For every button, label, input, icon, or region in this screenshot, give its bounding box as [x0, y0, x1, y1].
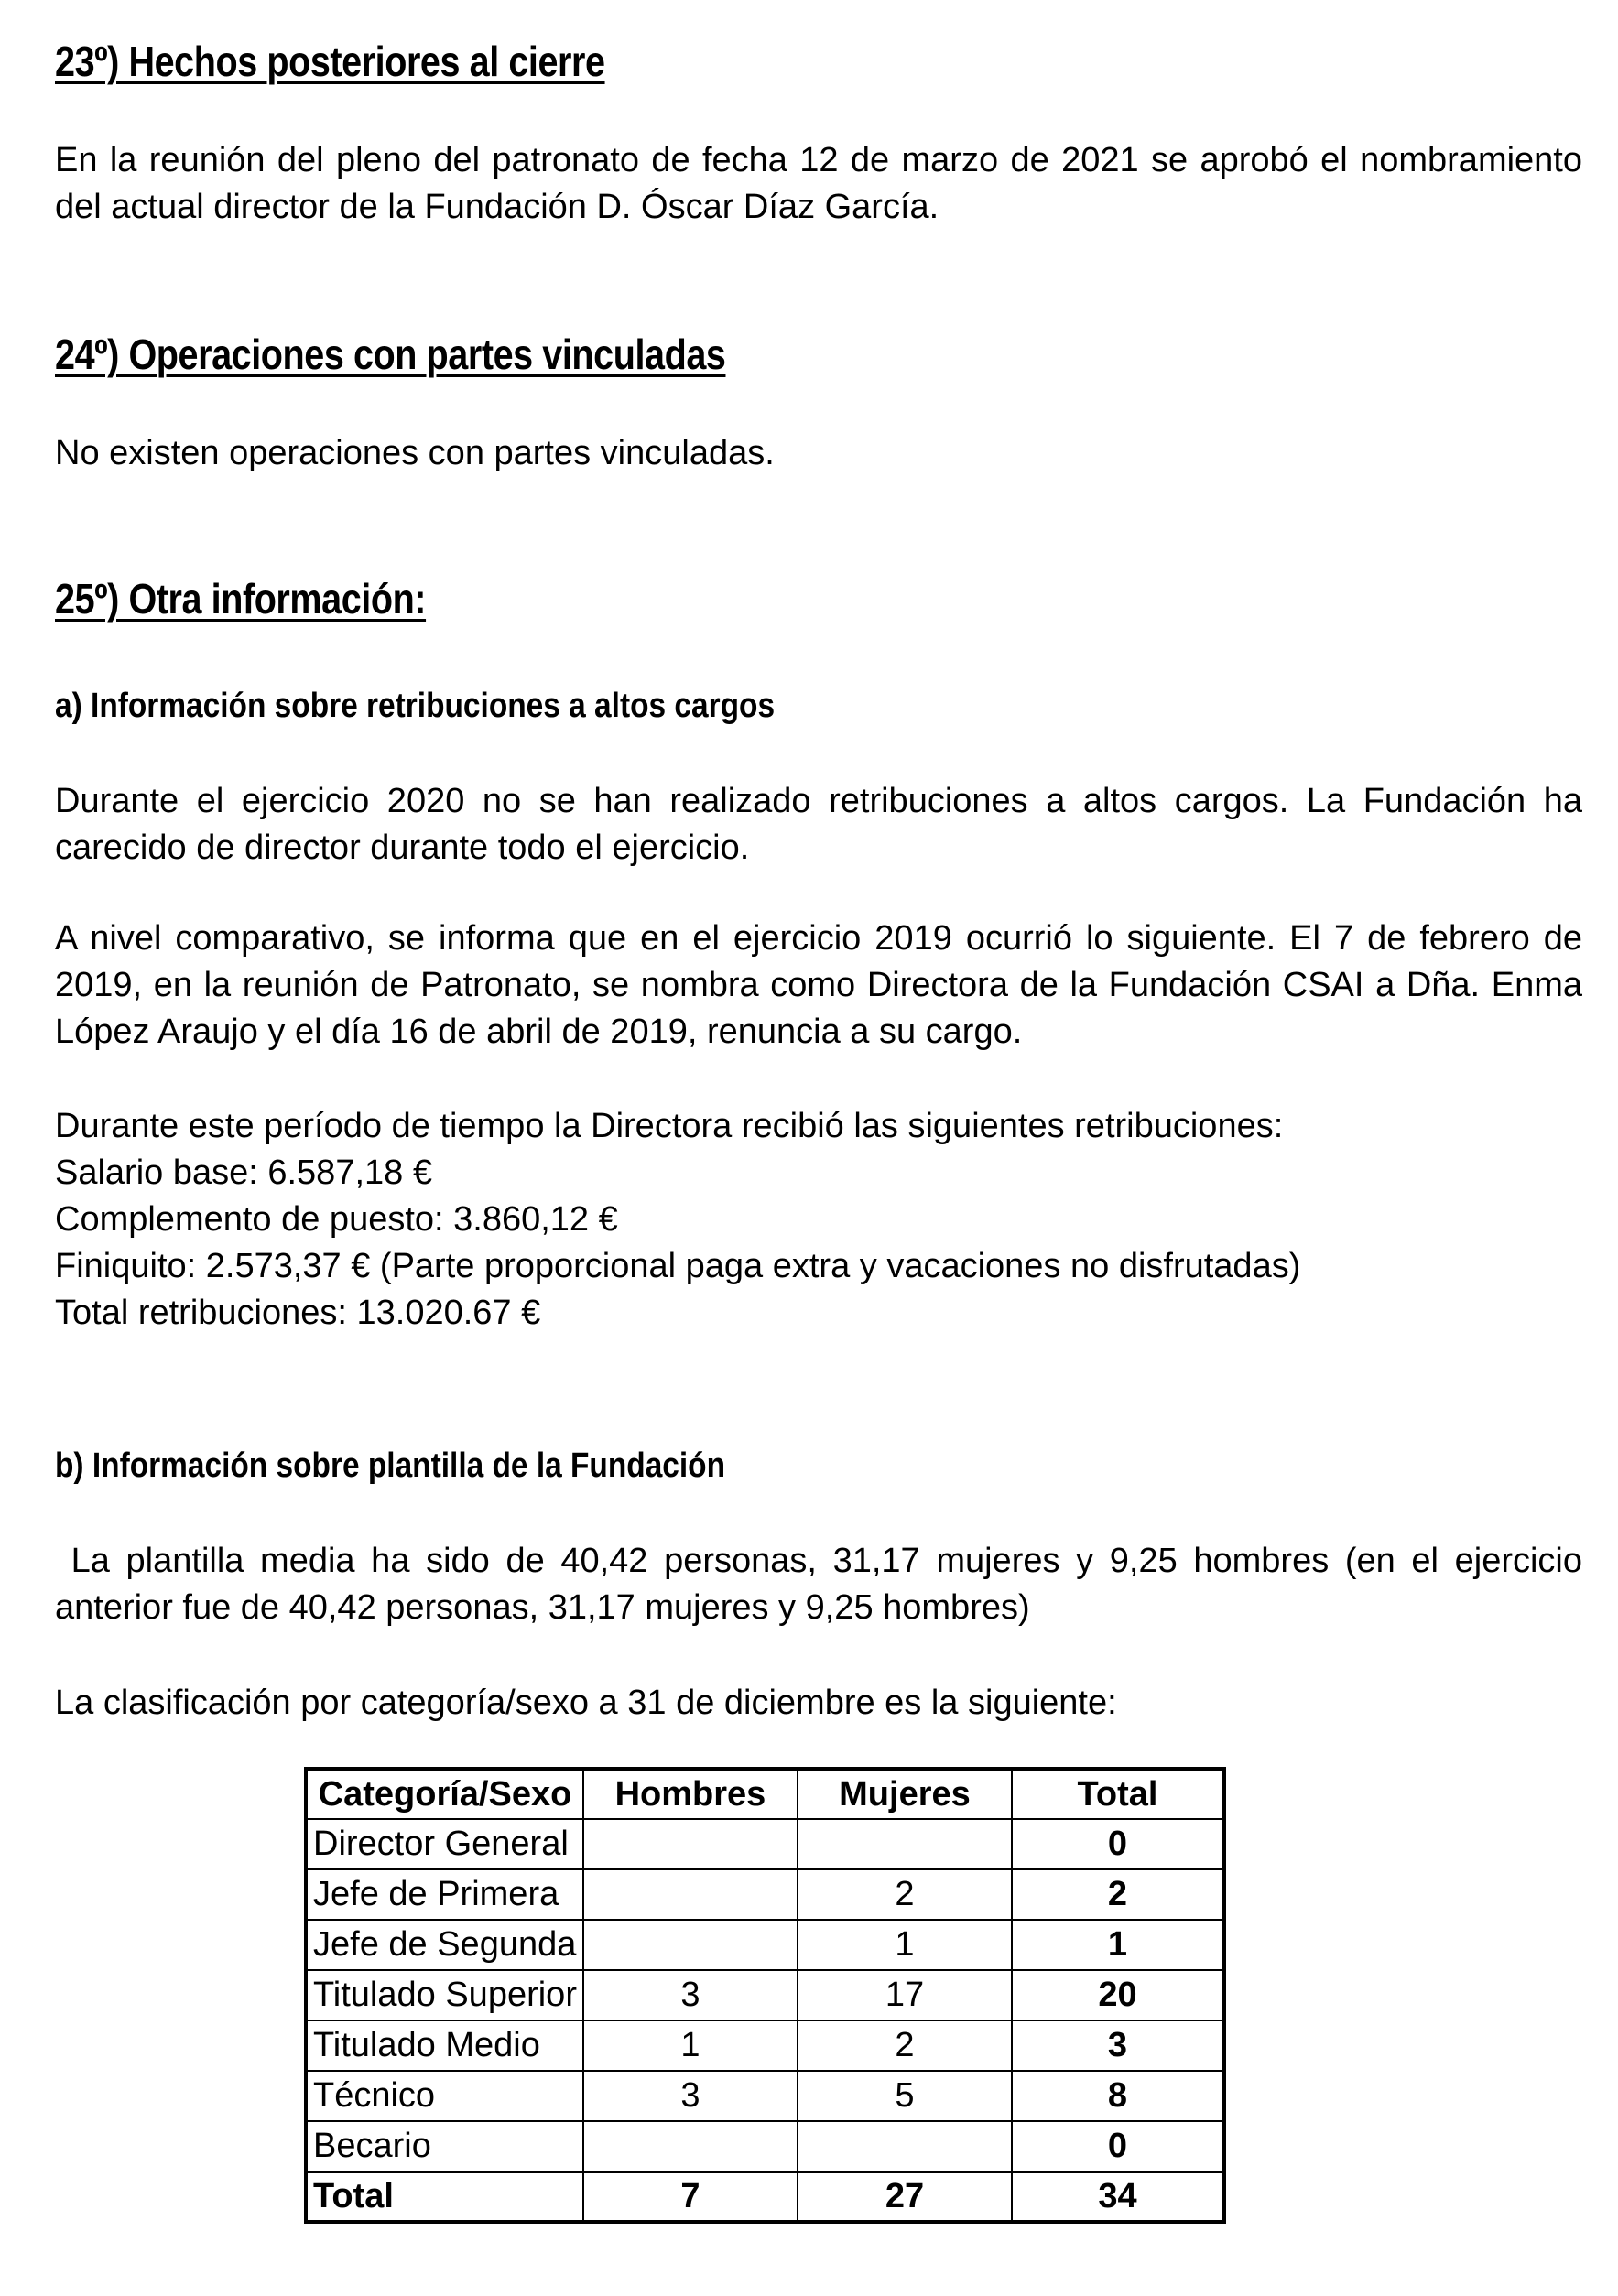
table-row — [306, 1920, 1224, 1970]
row-total: 8 — [1012, 2071, 1224, 2121]
table-row — [306, 2071, 1224, 2121]
total-retribuciones: Total retribuciones: 13.020.67 € — [55, 1294, 541, 1332]
row-hombres: 1 — [583, 2020, 798, 2071]
retribuciones-intro: Durante este período de tiempo la Directora recibió las siguientes retribuciones: — [55, 1107, 1284, 1145]
table-row — [306, 1869, 1224, 1920]
row-mujeres: 17 — [798, 1970, 1012, 2020]
complemento-puesto: Complemento de puesto: 3.860,12 € — [55, 1200, 618, 1239]
subsection-b-paragraph-1: La plantilla media ha sido de 40,42 personas, 31,17 mujeres y 9,25 hombres (en el ejercicio anterior fue de 40,42 personas, 31,17 mujeres y 9,25 hombres) — [55, 1542, 1592, 1627]
row-label: Titulado Superior — [306, 1970, 583, 2020]
row-hombres: 3 — [583, 2071, 798, 2121]
section-24-title: 24º) Operaciones con partes vinculadas — [55, 330, 726, 378]
row-total: 0 — [1012, 2121, 1224, 2171]
subsection-a-title: a) Información sobre retribuciones a altos cargos — [55, 687, 776, 725]
row-label: Técnico — [306, 2071, 583, 2121]
row-label: Jefe de Primera — [306, 1869, 583, 1920]
table-row — [306, 1970, 1224, 2020]
total-total: 34 — [1012, 2171, 1224, 2222]
header-categoria: Categoría/Sexo — [306, 1769, 583, 1819]
row-mujeres: 2 — [798, 1869, 1012, 1920]
row-hombres: 3 — [583, 1970, 798, 2020]
row-mujeres — [798, 2121, 1012, 2171]
header-total: Total — [1012, 1769, 1224, 1819]
row-label: Director General — [306, 1819, 583, 1869]
row-mujeres: 2 — [798, 2020, 1012, 2071]
row-label: Jefe de Segunda — [306, 1920, 583, 1970]
subsection-a-paragraph-2: A nivel comparativo, se informa que en el ejercicio 2019 ocurrió lo siguiente. El 7 de febrero de 2019, en la reunión de Patronato, se nombra como Directora de la Fundación CSAI a Dña. Enma López Araujo y el día 16 de abril de 2019, renuncia a su cargo. — [55, 919, 1582, 1051]
total-label: Total — [306, 2171, 583, 2222]
row-total: 20 — [1012, 1970, 1224, 2020]
table-row — [306, 1819, 1224, 1869]
row-hombres — [583, 1869, 798, 1920]
row-total: 1 — [1012, 1920, 1224, 1970]
table-total-row — [306, 2171, 1224, 2222]
row-label: Becario — [306, 2121, 583, 2171]
finiquito: Finiquito: 2.573,37 € (Parte proporcional paga extra y vacaciones no disfrutadas) — [55, 1247, 1301, 1285]
row-hombres — [583, 1920, 798, 1970]
section-23-title: 23º) Hechos posteriores al cierre — [55, 38, 605, 85]
section-24-text: No existen operaciones con partes vinculadas. — [55, 434, 775, 472]
subsection-b-paragraph-2: La clasificación por categoría/sexo a 31 de diciembre es la siguiente: — [55, 1684, 1117, 1722]
table-header-row — [306, 1769, 1224, 1819]
row-total: 2 — [1012, 1869, 1224, 1920]
row-total: 3 — [1012, 2020, 1224, 2071]
row-mujeres — [798, 1819, 1012, 1869]
subsection-b-title: b) Información sobre plantilla de la Fundación — [55, 1446, 726, 1485]
salario-base: Salario base: 6.587,18 € — [55, 1153, 432, 1192]
total-hombres: 7 — [583, 2171, 798, 2222]
retribuciones-list — [55, 1103, 1582, 1337]
row-total: 0 — [1012, 1819, 1224, 1869]
table-row — [306, 2020, 1224, 2071]
total-mujeres: 27 — [798, 2171, 1012, 2222]
section-23-text: En la reunión del pleno del patronato de fecha 12 de marzo de 2021 se aprobó el nombramiento del actual director de la Fundación D. Óscar Díaz García. — [55, 141, 1582, 226]
row-label: Titulado Medio — [306, 2020, 583, 2071]
header-hombres: Hombres — [583, 1769, 798, 1819]
table-row — [306, 2121, 1224, 2171]
subsection-a-paragraph-1: Durante el ejercicio 2020 no se han realizado retribuciones a altos cargos. La Fundación ha carecido de director durante todo el ejercicio. — [55, 782, 1582, 867]
row-mujeres: 5 — [798, 2071, 1012, 2121]
plantilla-table — [304, 1767, 1226, 2224]
row-hombres — [583, 1819, 798, 1869]
header-mujeres: Mujeres — [798, 1769, 1012, 1819]
section-25-title: 25º) Otra información: — [55, 575, 427, 623]
row-hombres — [583, 2121, 798, 2171]
row-mujeres: 1 — [798, 1920, 1012, 1970]
